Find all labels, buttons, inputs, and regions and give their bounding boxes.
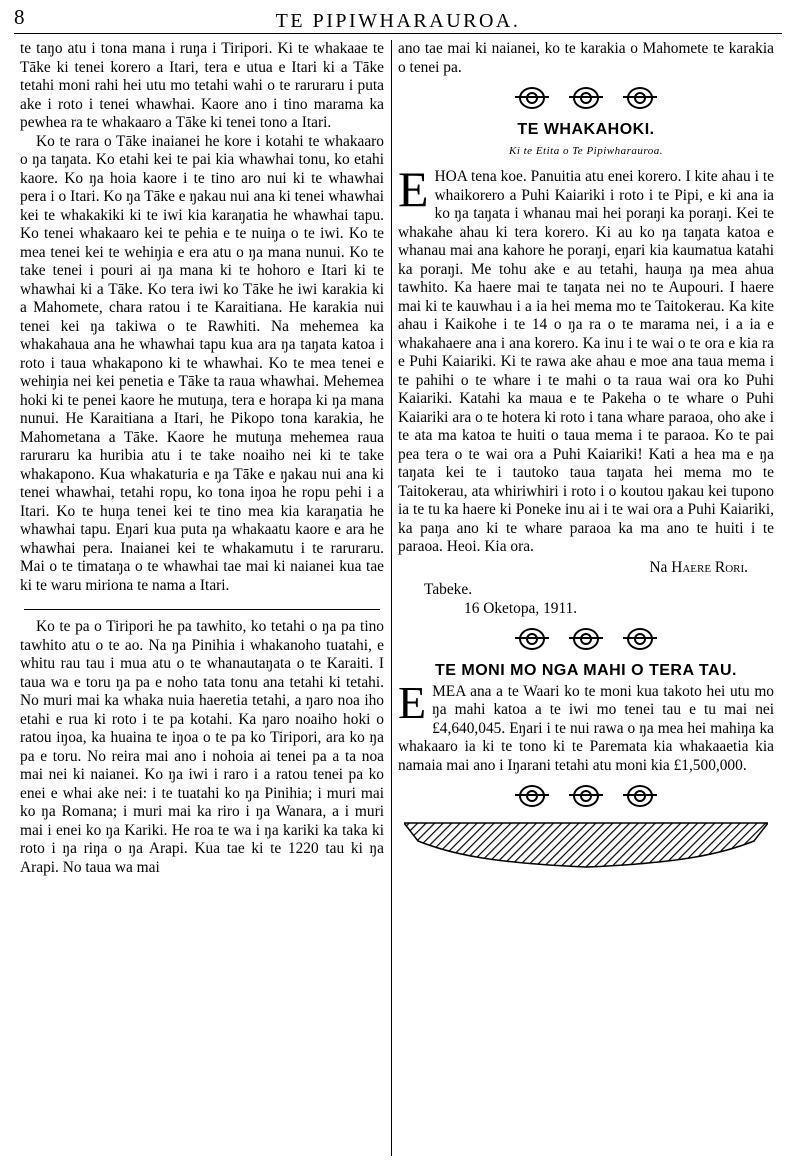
notice-heading: TE MONI MO NGA MAHI O TERA TAU. (435, 662, 737, 679)
page-header (14, 4, 782, 34)
article-paragraph: Ko te pa o Tiripori he pa tawhito, ko tetahi o ŋa pa tino tawhito atu o te ao. Na ŋa Pinihia i whakanoho tuatahi, e whitu rau tau i mua atu o te whanautaŋata o te Karaiti. I taua wa e toru ŋa pa e noho tata tonu ana tetahi ki tetahi. No muri mai ka whaka nuia haeretia tetahi, a ŋaro noa iho etahi e rua ki roto i te pa kotahi. Ka ŋaro noaiho hoki o ratou iŋoa, ka huaina te iŋoa o te pa ko Tiripori, ara ko ŋa pa e toru. No reira mai ano i nohoia ai tenei pa a ta noa mai nei ki naianei. Ko ŋa iwi i raro i a ratou tenei pa ko enei e whai ake nei: i te tuatahi ko ŋa Pinihia; i muri mai ko ŋa Romana; i muri mai ka riro i ŋa Wanara, a i muri mai i enei ko ŋa Kariki. He roa te wa i ŋa kariki ka taka ki roto i ŋa riŋa o ŋa Arapi. Kua tae ki te 1220 tau ki ŋa Arapi. No taua wa mai (20, 618, 384, 876)
flower-ornament-icon (627, 785, 653, 807)
flower-ornament-icon (573, 785, 599, 807)
ornament-row (398, 87, 774, 111)
letter-place: Tabeke. (424, 581, 473, 598)
flower-ornament-icon (519, 785, 545, 807)
flower-ornament-icon (519, 87, 545, 109)
ornament-row (398, 785, 774, 809)
signature-prefix: Na (649, 558, 668, 576)
column-rule (391, 40, 392, 1156)
notice-body: EMEA ana a te Waari ko te moni kua takoto hei utu mo ŋa mahi katoa a te iwi mo tenei tau e tu mai nei £4,640,045. Eŋari i te nui rawa o ŋa mea hei mahiŋa ka whakaaro ia ki te tono ki te Paremata kia whakaaetia kia namaia mai ano i Iŋarani tetahi atu moni kia £1,500,000. (398, 676, 774, 774)
article-paragraph: te taŋo atu i tona mana i ruŋa i Tiripori. Ki te whakaae te Tāke ki tenei korero a Itari, tera e utua e Itari ki a Tāke tetahi moni rahi hei utu mo tetahi wahi o te raruraru i puta ake i roto i tenei whawhai. Kaore ano i tino marama ka pewhea ra te whakaaro a Tāke ki tenei tono a Itari. (20, 40, 384, 131)
section-divider (24, 609, 380, 610)
flower-ornament-icon (627, 628, 653, 650)
left-column (20, 40, 384, 877)
letter-subheading: Ki te Etita o Te Pipiwharauroa. (508, 144, 664, 157)
flower-ornament-icon (519, 628, 545, 650)
article-continuation: ano tae mai ki naianei, ko te karakia o Mahomete te karakia o tenei pa. (398, 40, 774, 76)
flower-ornament-icon (627, 87, 653, 109)
signature-name: Haere Rori. (671, 558, 748, 576)
flower-ornament-icon (573, 87, 599, 109)
flower-ornament-icon (573, 628, 599, 650)
article-paragraph: Ko te rara o Tāke inaianei he kore i kotahi te whakaaro o ŋa taŋata. Ko etahi kei te pai kia whawhai tonu, ko etahi kaore. Ko ŋa hoia kaore i te tino aro nui ki te whawhai pera i o Itari. Ko ŋa Tāke e ŋakau nui ana ki tenei whawhai kei te whakakiki ki te iwi kia karaŋatia he whawhai tapu. Ko tenei whakaaro kei te pehia e te nuiŋa o te iwi. Ko te mea tenei kei te wehiŋia e era atu o ŋa mana nunui. Ko te take tenei i pouri ai ŋa mana ki te hohoro e Itari ki te whawhai ki a Tāke. Ko tera iwi ko Tāke he iwi karakia ki a Mahomete, chara ratou i te Karaitiana. He karakia nui tenei kei ŋa takiwa o te Rawhiti. Na mehemea ka whakahaua ana he whawhai tapu kua ara ŋa taŋata katoa i roto i taua whakapono ki te whawhai. Ko te mea tenei e wehiŋia nei kei penetia e Tāke ta raua whawhai. Mehemea hoki ki te penei kaore he mutuŋa, tera e horapa ki ŋa mana nunui. He Karaitiana a Itari, he Pikopo tona karakia, he Mahometana a Tāke. Kaore he mutuŋa mehemea raua raruraru ka huribia atu i te take noaiho nei ki te take whakapono. Kua whakaturia e ŋa Tāke e ŋakau nui ana ki tenei whawhai, tetahi ropu, ko tona iŋoa he ropu pehi i a Itari. Ko te huŋa tenei kei te tino mea kia karaŋatia he whawhai tapu. Eŋari kua puta ŋa whakaatu kaore e ara he whawhai pera. Inaianei kei te whakamutu i te raruraru. Mai o te timataŋa o te whawhai tae mai ki naianei kua tae ki te waru miriona te nama a Itari. (20, 132, 384, 594)
letter-heading: TE WHAKAHOKI. (517, 121, 655, 138)
letter-body: EHOA tena koe. Panuitia atu enei korero. I kite ahau i te whaikorero a Puhi Kaiariki i roto i te Pipi, e ki ana ia ko ŋa taŋata i whanau mai hei poraŋi ka poraŋi. Kei te whakahe ahau ki tera korero. Ki au ko ŋa taŋata katoa e whanau mai ana kahore he poraŋi, eŋari kia kaumatua katahi ka poraŋi. Me tohu ake e au tetahi, hauŋa ŋa mea ahua tawhito. Ka haere mai te taŋata nei no te Aupouri. I haere mai ki te kauwhau i a ia hei mema mo te Taitokerau. Ka kite ahau i Kaikohe i te 14 o ŋa ra o te marama nei, i a ia e whakahaere ana i ana korero. Ka inu i te wai o te ora e kia ra e Puhi Kaiariki. Ki te rawa ake ahau e moe ana taua mema i te pahihi o te whare i te mahi o ta raua wai ora ko Puhi Kaiariki. Katahi ka maua e te Pakeha o te whare o Puhi Kaiariki ara o te hotera ki roto i tana whare paraoa, oho ake i te ata ma katoa te huiti o taua mema i te paraoa. Ko te pai pea tera o te wai ora a Puhi Kaiariki! Kati a hea ma e ŋa taŋata kei te i tautoko taua taŋata hei mema mo te Taitokerau, ata whiriwhiri i roto i o koutou ŋakau kei tupono ia te tu ka haere ki Poneke inu ai i te wai ora a Puhi Kaiariki, ka paŋa ano ki te whare paraoa ka ma ano te huiti i te paraoa. Heoi. Kia ora. (398, 161, 774, 555)
letter-date: 16 Oketopa, 1911. (464, 599, 578, 617)
running-title: TE PIPIWHARAUROA. (275, 10, 521, 32)
letter-signature (398, 559, 748, 578)
tailpiece-ornament-icon (404, 819, 768, 869)
page-number: 8 (14, 5, 25, 29)
right-column (398, 40, 774, 869)
header-rule (14, 33, 782, 34)
ornament-row (398, 628, 774, 652)
